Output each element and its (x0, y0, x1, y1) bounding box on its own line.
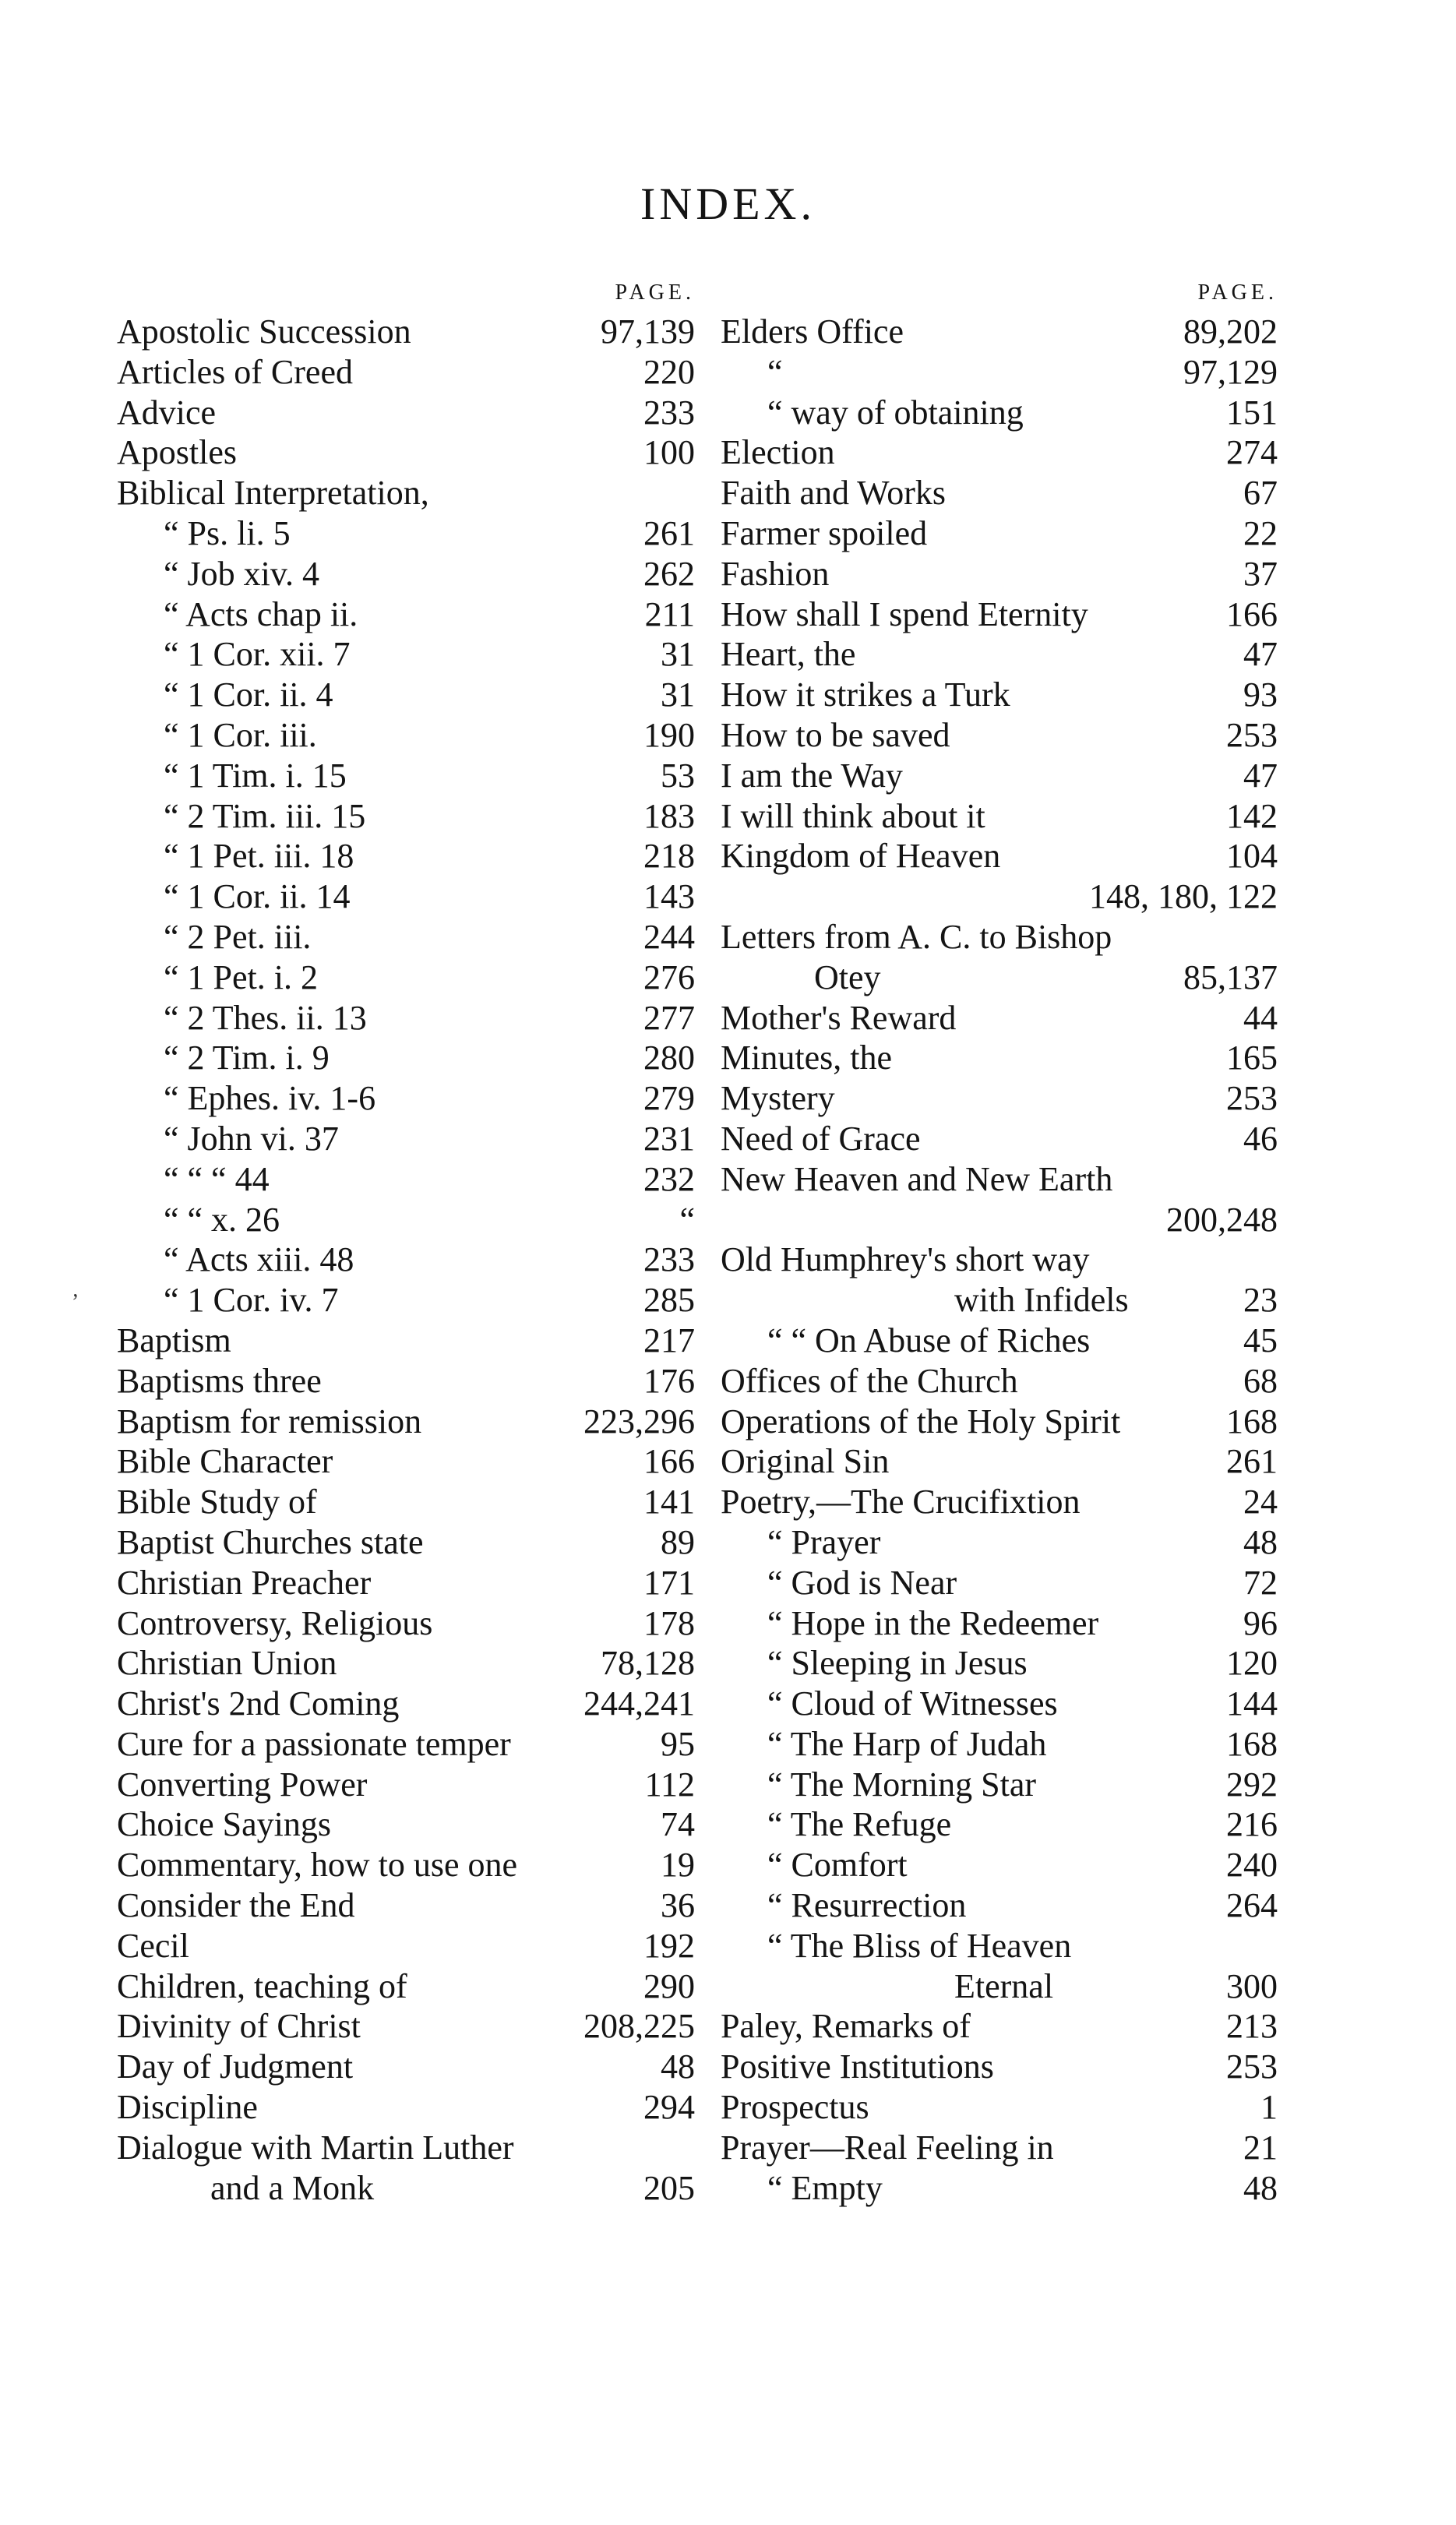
entry-page-number: 232 (643, 1159, 695, 1198)
right-index-entry (721, 634, 1278, 675)
entry-page-number: 253 (1226, 1079, 1278, 1118)
left-index-entry (117, 2168, 695, 2209)
entry-title: Day of Judgment (117, 2047, 354, 2086)
entry-title: Christian Preacher (117, 1563, 372, 1602)
right-entry-list (721, 312, 1278, 2208)
right-index-entry (721, 1603, 1278, 1644)
entry-title: Choice Sayings (117, 1805, 331, 1844)
entry-page-number: 290 (643, 1966, 695, 2005)
entry-title: Offices of the Church (721, 1361, 1018, 1400)
right-index-entry (721, 2047, 1278, 2087)
right-index-entry (721, 1926, 1278, 1966)
entry-page-number: 262 (643, 554, 695, 593)
entry-title: Bible Study of (117, 1483, 317, 1522)
entry-title: “ Acts chap ii. (164, 594, 358, 633)
entry-title: Christ's 2nd Coming (117, 1684, 400, 1723)
entry-page-number: 253 (1226, 715, 1278, 754)
left-index-entry (117, 634, 695, 675)
entry-page-number: 48 (661, 2047, 695, 2086)
entry-title: “ Job xiv. 4 (164, 554, 320, 593)
entry-title: Baptism for remission (117, 1402, 422, 1441)
left-index-entry (117, 1240, 695, 1280)
left-index-entry (117, 1926, 695, 1966)
entry-title: Apostles (117, 433, 237, 472)
left-index-entry (117, 1280, 695, 1321)
entry-title: Paley, Remarks of (721, 2007, 971, 2046)
left-index-entry (117, 957, 695, 998)
entry-title: Eternal (954, 1966, 1054, 2005)
entry-title: Prospectus (721, 2088, 869, 2127)
left-index-entry (117, 432, 695, 473)
entry-title: Faith and Works (721, 474, 946, 513)
left-index-entry (117, 1804, 695, 1845)
left-index-entry (117, 836, 695, 876)
entry-title: “ 1 Cor. iii. (164, 715, 317, 754)
entry-page-number: 120 (1226, 1644, 1278, 1683)
entry-page-number: 48 (1243, 2168, 1278, 2207)
entry-title: Articles of Creed (117, 352, 353, 391)
left-index-entry (117, 715, 695, 756)
entry-title: “ The Refuge (767, 1805, 952, 1844)
right-index-entry (721, 1402, 1278, 1442)
entry-page-number: 148, 180, 122 (1089, 877, 1278, 916)
entry-page-number: 300 (1226, 1966, 1278, 2005)
entry-page-number: 205 (643, 2168, 695, 2207)
right-index-entry (721, 393, 1278, 433)
entry-page-number: 36 (661, 1886, 695, 1925)
entry-title: Divinity of Christ (117, 2007, 361, 2046)
right-index-entry (721, 1684, 1278, 1724)
entry-page-number: 208,225 (583, 2007, 695, 2046)
right-index-entry (721, 1321, 1278, 1361)
right-index-entry (721, 1038, 1278, 1078)
entry-page-number: 264 (1226, 1886, 1278, 1925)
entry-title: “ “ “ 44 (164, 1159, 270, 1198)
right-index-entry (721, 1240, 1278, 1280)
entry-title: with Infidels (954, 1281, 1129, 1320)
entry-title: Controversy, Religious (117, 1603, 433, 1642)
entry-page-number: 23 (1243, 1281, 1278, 1320)
entry-title: Old Humphrey's short way (721, 1240, 1090, 1279)
entry-title: Cure for a passionate temper (117, 1724, 511, 1763)
left-index-entry (117, 1482, 695, 1522)
entry-page-number: 46 (1243, 1119, 1278, 1158)
entry-page-number: 37 (1243, 554, 1278, 593)
entry-page-number: 144 (1226, 1684, 1278, 1723)
entry-title: Children, teaching of (117, 1966, 407, 2005)
entry-title: How shall I spend Eternity (721, 594, 1088, 633)
entry-page-number: 168 (1226, 1724, 1278, 1763)
entry-page-number: 165 (1226, 1039, 1278, 1077)
left-index-entry (117, 1724, 695, 1765)
entry-page-number: 233 (643, 393, 695, 432)
right-index-entry (721, 1200, 1278, 1240)
entry-title: “ (767, 352, 783, 391)
left-index-entry (117, 554, 695, 594)
right-index-entry (721, 1765, 1278, 1805)
entry-title: “ 1 Cor. ii. 4 (164, 675, 333, 714)
right-index-entry (721, 2006, 1278, 2047)
entry-page-number: 240 (1226, 1846, 1278, 1885)
left-index-entry (117, 312, 695, 352)
right-index-entry (721, 957, 1278, 998)
entry-title: Christian Union (117, 1644, 337, 1683)
entry-title: “ 1 Pet. iii. 18 (164, 837, 354, 876)
right-index-entry (721, 554, 1278, 594)
entry-title: Baptism (117, 1321, 231, 1359)
entry-page-number: 143 (643, 877, 695, 916)
left-index-entry (117, 1321, 695, 1361)
right-index-entry (721, 594, 1278, 635)
stray-mark: ‚ (72, 1278, 79, 1302)
right-index-entry (721, 513, 1278, 554)
left-index-entry (117, 876, 695, 917)
right-index-entry (721, 1441, 1278, 1482)
entry-title: Farmer spoiled (721, 513, 928, 552)
entry-title: Mystery (721, 1079, 835, 1118)
entry-title: “ Comfort (767, 1846, 908, 1885)
entry-page-number: 171 (643, 1563, 695, 1602)
left-page-header: PAGE. (615, 280, 695, 305)
entry-page-number: 168 (1226, 1402, 1278, 1441)
entry-page-number: 217 (643, 1321, 695, 1359)
entry-title: “ 2 Tim. iii. 15 (164, 796, 366, 835)
entry-title: I will think about it (721, 796, 985, 835)
right-index-entry (721, 1724, 1278, 1765)
right-index-entry (721, 1522, 1278, 1563)
entry-title: Positive Institutions (721, 2047, 994, 2086)
left-index-entry (117, 2006, 695, 2047)
left-index-entry (117, 917, 695, 957)
entry-page-number: 95 (661, 1724, 695, 1763)
right-index-entry (721, 796, 1278, 837)
entry-page-number: 261 (1226, 1442, 1278, 1481)
entry-page-number: 178 (643, 1603, 695, 1642)
right-index-entry (721, 1885, 1278, 1926)
entry-title: “ 1 Tim. i. 15 (164, 756, 347, 795)
left-index-entry (117, 1038, 695, 1078)
entry-page-number: 261 (643, 513, 695, 552)
right-index-entry (721, 1845, 1278, 1885)
entry-title: “ Prayer (767, 1522, 881, 1561)
entry-page-number: 68 (1243, 1361, 1278, 1400)
entry-title: “ Hope in the Redeemer (767, 1603, 1099, 1642)
entry-page-number: 93 (1243, 675, 1278, 714)
right-index-entry (721, 1078, 1278, 1119)
left-index-entry (117, 1885, 695, 1926)
left-index-entry (117, 352, 695, 393)
left-index-entry (117, 2087, 695, 2128)
right-index-entry (721, 2168, 1278, 2209)
entry-page-number: 183 (643, 796, 695, 835)
entry-title: Consider the End (117, 1886, 355, 1925)
entry-title: “ 1 Cor. iv. 7 (164, 1281, 339, 1320)
entry-title: “ “ On Abuse of Riches (767, 1321, 1091, 1359)
entry-title: “ 1 Cor. xii. 7 (164, 635, 351, 674)
entry-page-number: 218 (643, 837, 695, 876)
entry-page-number: 31 (661, 675, 695, 714)
entry-title: “ 2 Tim. i. 9 (164, 1039, 330, 1077)
left-index-entry (117, 1402, 695, 1442)
left-index-entry (117, 1845, 695, 1885)
entry-title: Discipline (117, 2088, 258, 2127)
right-index-entry (721, 715, 1278, 756)
entry-page-number: 112 (644, 1765, 695, 1804)
entry-page-number: 190 (643, 715, 695, 754)
right-page-header: PAGE. (1197, 280, 1278, 305)
entry-page-number: 274 (1226, 433, 1278, 472)
entry-page-number: 100 (643, 433, 695, 472)
entry-page-number: 53 (661, 756, 695, 795)
entry-title: “ Resurrection (767, 1886, 967, 1925)
entry-page-number: 44 (1243, 998, 1278, 1037)
entry-page-number: 72 (1243, 1563, 1278, 1602)
entry-title: Baptisms three (117, 1361, 322, 1400)
page-title: INDEX. (640, 178, 816, 229)
entry-page-number: 89 (661, 1522, 695, 1561)
left-index-entry (117, 2047, 695, 2087)
entry-title: “ The Harp of Judah (767, 1724, 1047, 1763)
left-index-entry (117, 1563, 695, 1603)
entry-title: “ Acts xiii. 48 (164, 1240, 354, 1279)
entry-title: Fashion (721, 554, 830, 593)
entry-page-number: 85,137 (1183, 957, 1278, 996)
left-index-entry (117, 1119, 695, 1159)
entry-title: I am the Way (721, 756, 903, 795)
entry-title: Commentary, how to use one (117, 1846, 518, 1885)
entry-page-number: 292 (1226, 1765, 1278, 1804)
left-entry-list (117, 312, 695, 2208)
left-index-entry (117, 1765, 695, 1805)
entry-page-number: 74 (661, 1805, 695, 1844)
left-index-entry (117, 1078, 695, 1119)
entry-page-number: 253 (1226, 2047, 1278, 2086)
entry-title: “ The Morning Star (767, 1765, 1037, 1804)
entry-page-number: 176 (643, 1361, 695, 1400)
entry-title: and a Monk (210, 2168, 375, 2207)
entry-page-number: 279 (643, 1079, 695, 1118)
right-index-entry (721, 675, 1278, 715)
entry-title: Elders Office (721, 312, 904, 351)
right-index-entry (721, 2128, 1278, 2168)
left-index-entry (117, 2128, 695, 2168)
entry-page-number: 277 (643, 998, 695, 1037)
entry-page-number: 276 (643, 957, 695, 996)
entry-page-number: 48 (1243, 1522, 1278, 1561)
left-index-entry (117, 1361, 695, 1402)
entry-title: Advice (117, 393, 217, 432)
entry-page-number: 213 (1226, 2007, 1278, 2046)
entry-title: “ John vi. 37 (164, 1119, 339, 1158)
entry-title: Kingdom of Heaven (721, 837, 1001, 876)
left-index-entry (117, 393, 695, 433)
entry-page-number: “ (679, 1200, 695, 1239)
entry-page-number: 285 (643, 1281, 695, 1320)
entry-page-number: 47 (1243, 756, 1278, 795)
entry-page-number: 200,248 (1166, 1200, 1278, 1239)
left-column (117, 274, 695, 2208)
right-index-entry (721, 1119, 1278, 1159)
right-index-entry (721, 1563, 1278, 1603)
entry-title: Prayer—Real Feeling in (721, 2128, 1054, 2167)
entry-page-number: 141 (643, 1483, 695, 1522)
entry-title: Original Sin (721, 1442, 890, 1481)
entry-title: How to be saved (721, 715, 950, 754)
right-index-entry (721, 876, 1278, 917)
right-index-entry (721, 1280, 1278, 1321)
right-index-entry (721, 432, 1278, 473)
left-index-entry (117, 513, 695, 554)
entry-page-number: 231 (643, 1119, 695, 1158)
entry-title: Bible Character (117, 1442, 333, 1481)
entry-title: Dialogue with Martin Luther (117, 2128, 514, 2167)
entry-title: “ “ x. 26 (164, 1200, 280, 1239)
entry-page-number: 151 (1226, 393, 1278, 432)
entry-title: “ Ephes. iv. 1-6 (164, 1079, 376, 1118)
left-index-entry (117, 1684, 695, 1724)
entry-title: “ Ps. li. 5 (164, 513, 291, 552)
entry-page-number: 166 (1226, 594, 1278, 633)
entry-title: Apostolic Succession (117, 312, 411, 351)
left-index-entry (117, 1441, 695, 1482)
entry-page-number: 97,139 (601, 312, 695, 351)
entry-page-number: 220 (643, 352, 695, 391)
entry-page-number: 211 (644, 594, 695, 633)
entry-title: Otey (814, 957, 881, 996)
right-index-entry (721, 756, 1278, 796)
entry-title: “ way of obtaining (767, 393, 1024, 432)
right-index-entry (721, 352, 1278, 393)
entry-title: How it strikes a Turk (721, 675, 1010, 714)
left-index-entry (117, 675, 695, 715)
entry-title: Election (721, 433, 835, 472)
entry-page-number: 244 (643, 917, 695, 956)
entry-title: Converting Power (117, 1765, 368, 1804)
entry-page-number: 142 (1226, 796, 1278, 835)
left-index-entry (117, 1643, 695, 1684)
entry-title: Poetry,—The Crucifixtion (721, 1483, 1081, 1522)
left-index-entry (117, 1966, 695, 2007)
entry-page-number: 89,202 (1183, 312, 1278, 351)
entry-title: Mother's Reward (721, 998, 957, 1037)
entry-title: “ Cloud of Witnesses (767, 1684, 1058, 1723)
entry-page-number: 104 (1226, 837, 1278, 876)
entry-title: “ 1 Pet. i. 2 (164, 957, 318, 996)
right-index-entry (721, 1966, 1278, 2007)
entry-title: Operations of the Holy Spirit (721, 1402, 1121, 1441)
entry-title: “ The Bliss of Heaven (767, 1926, 1072, 1965)
entry-title: Baptist Churches state (117, 1522, 424, 1561)
left-index-entry (117, 756, 695, 796)
entry-title: Heart, the (721, 635, 856, 674)
right-index-entry (721, 1159, 1278, 1200)
right-index-entry (721, 1804, 1278, 1845)
entry-page-number: 294 (643, 2088, 695, 2127)
left-index-entry (117, 594, 695, 635)
entry-page-number: 233 (643, 1240, 695, 1279)
entry-page-number: 24 (1243, 1483, 1278, 1522)
entry-page-number: 216 (1226, 1805, 1278, 1844)
entry-page-number: 97,129 (1183, 352, 1278, 391)
entry-title: “ 2 Pet. iii. (164, 917, 312, 956)
entry-title: Biblical Interpretation, (117, 474, 429, 513)
entry-page-number: 244,241 (583, 1684, 695, 1723)
entry-page-number: 67 (1243, 474, 1278, 513)
entry-title: Need of Grace (721, 1119, 921, 1158)
entry-page-number: 78,128 (601, 1644, 695, 1683)
right-index-entry (721, 917, 1278, 957)
left-index-entry (117, 1159, 695, 1200)
right-index-entry (721, 998, 1278, 1039)
left-index-entry (117, 1522, 695, 1563)
entry-page-number: 31 (661, 635, 695, 674)
right-column (721, 274, 1278, 2208)
right-index-entry (721, 1482, 1278, 1522)
entry-title: New Heaven and New Earth (721, 1159, 1113, 1198)
left-index-entry (117, 473, 695, 513)
right-index-entry (721, 473, 1278, 513)
entry-title: “ 1 Cor. ii. 14 (164, 877, 351, 916)
left-index-entry (117, 1200, 695, 1240)
left-index-entry (117, 998, 695, 1039)
entry-page-number: 223,296 (583, 1402, 695, 1441)
entry-title: “ God is Near (767, 1563, 957, 1602)
left-index-entry (117, 796, 695, 837)
entry-page-number: 19 (661, 1846, 695, 1885)
entry-page-number: 47 (1243, 635, 1278, 674)
entry-title: Letters from A. C. to Bishop (721, 917, 1112, 956)
right-index-entry (721, 2087, 1278, 2128)
entry-page-number: 166 (643, 1442, 695, 1481)
entry-page-number: 45 (1243, 1321, 1278, 1359)
right-index-entry (721, 836, 1278, 876)
entry-page-number: 96 (1243, 1603, 1278, 1642)
entry-title: Minutes, the (721, 1039, 892, 1077)
entry-page-number: 22 (1243, 513, 1278, 552)
entry-page-number: 192 (643, 1926, 695, 1965)
right-index-entry (721, 1643, 1278, 1684)
entry-title: “ 2 Thes. ii. 13 (164, 998, 367, 1037)
entry-title: “ Sleeping in Jesus (767, 1644, 1028, 1683)
left-index-entry (117, 1603, 695, 1644)
entry-page-number: 21 (1243, 2128, 1278, 2167)
right-index-entry (721, 1361, 1278, 1402)
right-index-entry (721, 312, 1278, 352)
entry-page-number: 280 (643, 1039, 695, 1077)
entry-page-number: 1 (1260, 2088, 1278, 2127)
entry-title: Cecil (117, 1926, 189, 1965)
entry-title: “ Empty (767, 2168, 883, 2207)
